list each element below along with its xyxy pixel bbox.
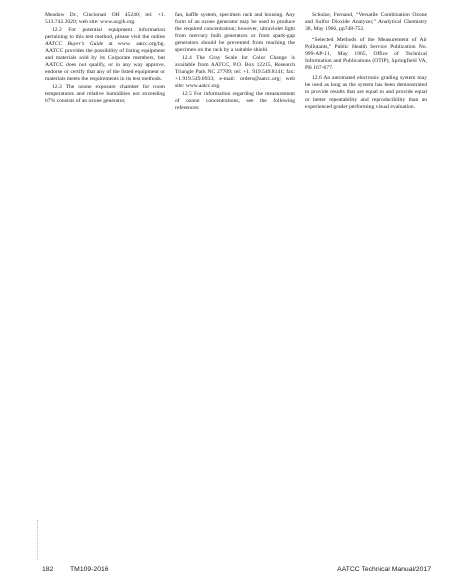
- reference-selected-methods: “Selected Methods of the Measurement of Air Pollutants,” Public Health Service Publication No. 999-AP-11, May 1965, Office of Technical Information and Publications (OTIP), Springfield VA, PB 167-677.: [305, 36, 427, 71]
- page-number: 182: [42, 566, 54, 573]
- paragraph-12-5: 12.5 For information regarding the measurement of ozone concentrations, see the following references:: [175, 90, 295, 111]
- text-column-right: [305, 12, 427, 111]
- document-id: TM109-2016: [70, 566, 109, 573]
- buyers-guide-title: AATCC Buyer’s Guide: [45, 40, 104, 47]
- paragraph-12-3: 12.3 The ozone exposure chamber for room temperatures and relative humidities not exceeding 67% consists of an ozone generator,: [45, 83, 165, 104]
- paragraph-12-2-text-b: at www. aatcc.org/bg. AATCC provides the possibility of listing equipment and materials sold by its Corporate members, but AATCC does not qualify, or in any way approve, endorse or certify that any of the listed equipment or materials meets the requirements in its test methods.: [45, 40, 165, 83]
- text-column-left: [45, 12, 165, 105]
- paragraph-12-4: 12.4 The Gray Scale for Color Change is available from AATCC, P.O. Box 12215, Research Triangle Park NC 27709; tel: +1. 919.549.8141; fax: +1.919.549.8933; e-mail: orders@aatcc.org; web site: www.aatcc.org.: [175, 54, 295, 90]
- paragraph-12-2-text-a: 12.2 For potential equipment information pertaining to this test method, please visit the online: [45, 26, 165, 40]
- publication-title: AATCC Technical Manual/2017: [337, 566, 431, 573]
- paragraph-continuation: fan, baffle system, specimen rack and housing. Any form of an ozone generator may be used to produce the required concentration; however, ultraviolet light from mercury bulb generators or from spark-gap generators should be prevented from reaching the specimen on the rack by a suitable shield.: [175, 12, 295, 54]
- margin-rule: [37, 520, 38, 560]
- paragraph-12-2: [45, 27, 165, 83]
- reference-schulze: Schulze, Fernand, “Versatile Combination Ozone and Sulfur Dioxide Analyzer,” Analytical Chemistry 38, May 1966, pp748-752.: [305, 12, 427, 33]
- paragraph-continuation: Meadow Dr., Cincinnati OH 45240; tel: +1. 513.742.2020; web site: www.acgih.org.: [45, 12, 165, 26]
- paragraph-12-6: 12.6 An automated electronic grading system may be used as long as the system has been demonstrated to provide results that are equal to and provide equal or better repeatability and reproducibility than an experienced grader performing visual evaluation.: [305, 75, 427, 110]
- text-column-middle: [175, 12, 295, 112]
